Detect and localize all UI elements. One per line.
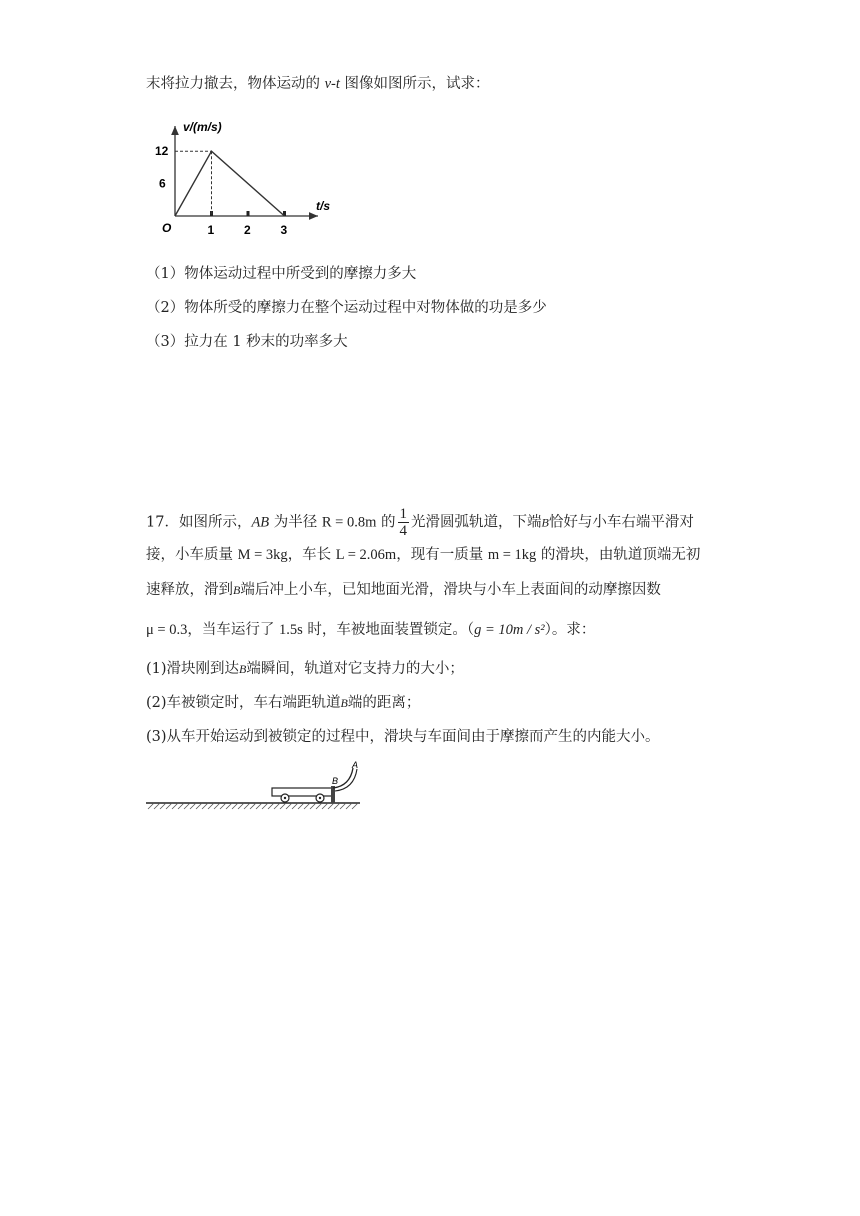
- q16-item-1: （1）物体运动过程中所受到的摩擦力多大: [146, 266, 417, 282]
- radius-formula: R = 0.8m: [321, 514, 377, 531]
- cart-track-figure: [144, 758, 364, 814]
- origin-label: O: [162, 221, 172, 235]
- track-post: [331, 786, 335, 803]
- label-b: B: [332, 776, 339, 786]
- q17-line-3: 速释放，滑到B端后冲上小车，已知地面光滑，滑块与小车上表面间的动摩擦因数: [146, 582, 661, 598]
- x-tick-label: 1: [207, 223, 215, 237]
- q17-sub-1: (1)滑块刚到达B端瞬间，轨道对它支持力的大小；: [146, 661, 464, 677]
- q17-line-2: 接，小车质量 M = 3kg，车长 L = 2.06m，现有一质量 m = 1kg 的滑块，由轨道顶端无初: [146, 547, 701, 563]
- q17-sub-2: (2)车被锁定时，车右端距轨道B端的距离；: [146, 695, 421, 711]
- label-a: A: [352, 760, 359, 770]
- ground-hatching: [148, 803, 358, 809]
- vt-chart: [150, 112, 350, 240]
- q17-line-4: μ = 0.3，当车运行了 1.5s 时，车被地面装置锁定。（g = 10m / s²）。求：: [146, 622, 596, 638]
- quarter-fraction: $\frac{1}{4}$: [399, 506, 408, 539]
- vt-symbol: v-t: [324, 76, 340, 92]
- velocity-series-line: [175, 151, 285, 216]
- x-tick-label: 3: [280, 223, 288, 237]
- y-tick-label: 12: [155, 144, 169, 159]
- x-axis-label: t/s: [316, 199, 331, 213]
- x-tick-label: 2: [244, 223, 251, 237]
- q16-item-2: （2）物体所受的摩擦力在整个运动过程中对物体做的功是多少: [146, 300, 547, 316]
- y-axis-label: v/(m/s): [183, 120, 222, 134]
- q17-sub-3: (3)从车开始运动到被锁定的过程中，滑块与车面间由于摩擦而产生的内能大小。: [146, 729, 660, 745]
- y-tick-label: 6: [159, 176, 166, 191]
- q16-item-3: （3）拉力在 1 秒末的功率多大: [146, 334, 348, 350]
- q17-line-1: 17．如图所示，AB 为半径 R = 0.8m 的 $\frac{1}{4}$ 光滑圆弧轨道，下端B恰好与小车右端平滑对: [146, 506, 694, 539]
- intro-line: 末将拉力撤去，物体运动的 v-t 图像如图所示，试求：: [146, 76, 490, 92]
